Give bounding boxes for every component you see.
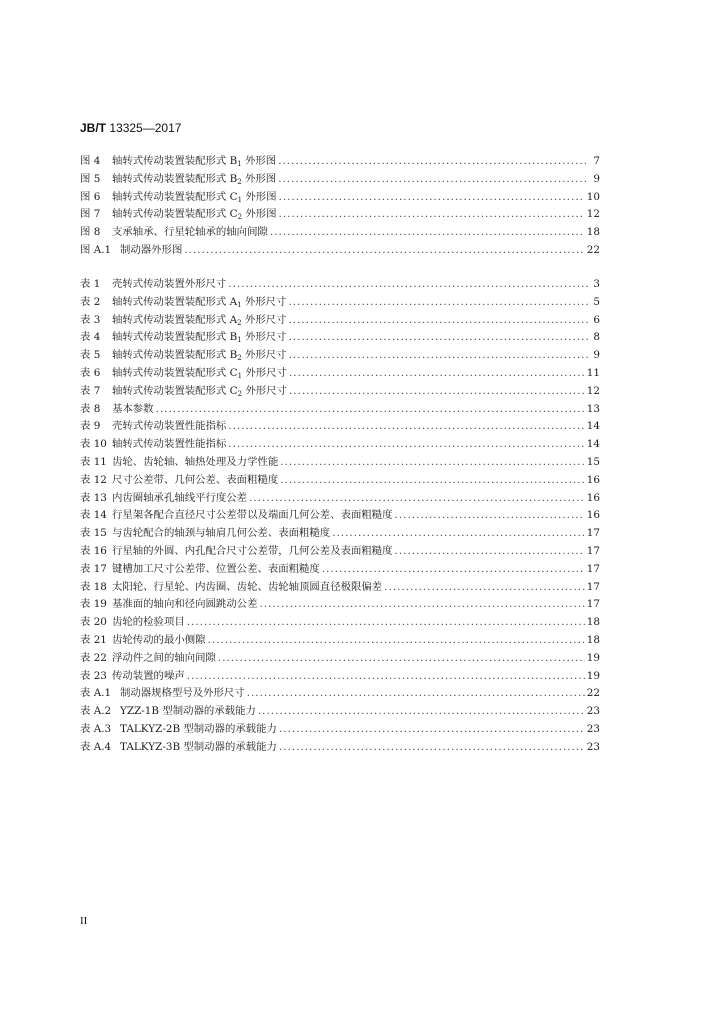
toc-dot-leader xyxy=(156,401,585,419)
figure-toc-entry[interactable] xyxy=(80,206,600,224)
toc-entry-title-text: 壳转式传动装置性能指标 xyxy=(112,420,227,433)
toc-entry-title-text: 轴转式传动装置装配形式 B xyxy=(112,331,238,344)
table-toc-entry[interactable] xyxy=(80,543,600,561)
table-toc-entry[interactable] xyxy=(80,685,600,703)
toc-entry-subscript: 2 xyxy=(237,318,242,327)
toc-entry-subscript: 2 xyxy=(237,354,242,363)
toc-entry-title-text: 支承轴承、行星轮轴承的轴向间隙 xyxy=(112,226,268,239)
toc-entry-subscript: 1 xyxy=(237,195,243,204)
table-toc-entry[interactable] xyxy=(80,454,600,472)
toc-entry-title xyxy=(112,668,185,686)
toc-entry-title xyxy=(112,490,247,508)
toc-entry-title-suffix: 外形尺寸 xyxy=(242,384,287,397)
toc-entry-page: 9 xyxy=(593,349,600,362)
toc-entry-label: 表 12 xyxy=(80,473,107,486)
table-toc-entry[interactable] xyxy=(80,418,600,436)
toc-entry-label: 表 23 xyxy=(80,669,107,682)
toc-entry-page: 17 xyxy=(586,527,600,540)
table-toc-entry[interactable] xyxy=(80,312,600,330)
table-toc-list xyxy=(80,276,600,757)
toc-entry-title xyxy=(112,171,276,189)
toc-dot-leader xyxy=(278,153,588,171)
toc-entry-page: 19 xyxy=(586,669,600,682)
toc-entry-title xyxy=(112,365,287,383)
toc-dot-leader xyxy=(258,703,585,721)
toc-entry-title-text: TALKYZ-3B 型制动器的承载能力 xyxy=(120,740,277,753)
toc-entry-label: 表 17 xyxy=(80,562,107,575)
toc-entry-title-text: 基本参数 xyxy=(112,402,154,415)
toc-dot-leader xyxy=(270,224,585,242)
toc-dot-leader xyxy=(289,383,585,401)
toc-entry-title-text: 键槽加工尺寸公差带、位置公差、表面粗糙度 xyxy=(112,562,320,575)
toc-entry-title xyxy=(112,454,278,472)
toc-entry-title-suffix: 外形图 xyxy=(242,208,277,221)
standard-number: 13325—2017 xyxy=(109,121,182,135)
toc-entry-label: 表 10 xyxy=(80,438,107,451)
toc-entry-title xyxy=(112,347,287,365)
toc-entry-page: 13 xyxy=(586,402,600,415)
toc-entry-title xyxy=(112,383,287,401)
toc-dot-leader xyxy=(187,668,585,686)
toc-entry-label: 表 3 xyxy=(80,313,101,326)
toc-entry-title-suffix: 外形图 xyxy=(241,155,277,167)
toc-dot-leader xyxy=(288,312,588,330)
toc-entry-title xyxy=(112,579,382,597)
toc-entry-title xyxy=(112,418,226,436)
toc-entry-label: 表 2 xyxy=(80,295,101,308)
toc-entry-subscript: 1 xyxy=(237,300,242,309)
table-toc-entry[interactable] xyxy=(80,490,600,508)
toc-entry-subscript: 2 xyxy=(237,213,243,222)
toc-entry-label: 表 8 xyxy=(80,402,101,415)
figure-toc-entry[interactable] xyxy=(80,224,600,242)
toc-dot-leader xyxy=(279,739,585,757)
figure-toc-entry[interactable] xyxy=(80,242,600,260)
toc-entry-page: 16 xyxy=(586,509,600,522)
toc-dot-leader xyxy=(280,454,585,472)
standard-code: JB/T xyxy=(80,121,107,135)
toc-entry-title-text: 浮动件之间的轴向间隙 xyxy=(112,651,216,664)
toc-entry-label: 表 14 xyxy=(80,509,107,522)
toc-dot-leader xyxy=(332,525,585,543)
toc-entry-title xyxy=(112,312,286,330)
toc-dot-leader xyxy=(289,329,588,347)
toc-entry-label: 表 6 xyxy=(80,366,101,379)
toc-entry-title-text: 齿轮的检验项目 xyxy=(112,616,185,629)
toc-entry-title-text: TALKYZ-2B 型制动器的承载能力 xyxy=(120,722,277,735)
table-toc-entry[interactable] xyxy=(80,276,600,294)
toc-entry-label: 表 9 xyxy=(80,420,101,433)
table-toc-entry[interactable] xyxy=(80,365,600,383)
toc-entry-page: 23 xyxy=(586,722,600,735)
toc-dot-leader xyxy=(279,206,585,224)
toc-entry-title xyxy=(120,739,277,757)
toc-entry-label: 表 18 xyxy=(80,580,107,593)
toc-entry-label: 表 A.3 xyxy=(80,722,112,735)
table-toc-entry[interactable] xyxy=(80,632,600,650)
toc-entry-label: 表 16 xyxy=(80,544,107,557)
toc-entry-subscript: 1 xyxy=(237,336,242,345)
toc-entry-title-text: 制动器外形图 xyxy=(120,243,183,256)
toc-entry-page: 19 xyxy=(586,651,600,664)
toc-entry-title-text: YZZ-1B 型制动器的承载能力 xyxy=(120,705,256,718)
figure-toc-entry[interactable] xyxy=(80,189,600,207)
toc-entry-page: 17 xyxy=(586,544,600,557)
toc-entry-title xyxy=(112,189,277,207)
toc-entry-page: 23 xyxy=(586,740,600,753)
toc-dot-leader xyxy=(228,418,584,436)
table-toc-entry[interactable] xyxy=(80,401,600,419)
toc-entry-page: 16 xyxy=(586,491,600,504)
toc-entry-title xyxy=(112,561,320,579)
toc-entry-title xyxy=(112,525,330,543)
toc-entry-page: 22 xyxy=(586,243,600,256)
toc-dot-leader xyxy=(259,596,584,614)
toc-entry-page: 3 xyxy=(593,278,600,290)
toc-entry-title-text: 轴转式传动装置装配形式 C xyxy=(112,366,238,379)
toc-entry-page: 14 xyxy=(586,438,600,451)
table-toc-entry[interactable] xyxy=(80,294,600,312)
toc-dot-leader xyxy=(279,721,585,739)
toc-entry-title xyxy=(112,276,226,294)
table-toc-entry[interactable] xyxy=(80,347,600,365)
toc-entry-title-text: 轴转式传动装置装配形式 B xyxy=(112,172,238,185)
toc-entry-label: 表 13 xyxy=(80,491,107,504)
toc-entry-page: 14 xyxy=(586,420,600,433)
toc-entry-title-suffix: 外形尺寸 xyxy=(241,295,287,308)
toc-dot-leader xyxy=(208,632,585,650)
toc-entry-page: 12 xyxy=(586,208,600,221)
toc-entry-page: 23 xyxy=(586,705,600,718)
toc-dot-leader xyxy=(384,579,585,597)
toc-dot-leader xyxy=(280,472,585,490)
toc-entry-page: 12 xyxy=(586,384,600,397)
toc-entry-page: 6 xyxy=(593,313,600,326)
table-toc-entry[interactable] xyxy=(80,329,600,347)
toc-entry-label: 表 20 xyxy=(80,616,107,629)
toc-dot-leader xyxy=(278,171,588,189)
toc-entry-label: 表 5 xyxy=(80,349,101,362)
toc-entry-title-text: 轴转式传动装置装配形式 A xyxy=(112,295,238,308)
table-toc-entry[interactable] xyxy=(80,596,600,614)
toc-entry-title-text: 轴转式传动装置装配形式 A xyxy=(112,313,238,326)
document-header xyxy=(80,121,181,135)
toc-entry-label: 表 15 xyxy=(80,527,107,540)
toc-entry-title-text: 制动器规格型号及外形尺寸 xyxy=(120,687,245,700)
toc-entry-title xyxy=(112,206,277,224)
toc-entry-title-text: 轴转式传动装置性能指标 xyxy=(112,438,227,451)
table-toc-entry[interactable] xyxy=(80,383,600,401)
toc-entry-subscript: 2 xyxy=(237,389,243,398)
toc-entry-label: 表 19 xyxy=(80,598,107,611)
table-toc-entry[interactable] xyxy=(80,472,600,490)
toc-dot-leader xyxy=(395,507,585,525)
toc-entry-title-text: 尺寸公差带、几何公差、表面粗糙度 xyxy=(112,473,279,486)
toc-entry-title xyxy=(112,614,185,632)
table-toc-entry[interactable] xyxy=(80,561,600,579)
table-toc-entry[interactable] xyxy=(80,650,600,668)
table-toc-entry[interactable] xyxy=(80,668,600,686)
toc-entry-title xyxy=(112,401,154,419)
toc-entry-subscript: 1 xyxy=(237,160,242,168)
toc-entry-page: 9 xyxy=(593,172,600,185)
toc-entry-title-text: 轴转式传动装置装配形式 B xyxy=(112,349,238,362)
toc-dot-leader xyxy=(289,347,588,365)
table-toc-entry[interactable] xyxy=(80,436,600,454)
toc-dot-leader xyxy=(289,365,585,383)
figure-toc-list xyxy=(80,153,600,260)
toc-entry-label: 表 A.2 xyxy=(80,705,112,718)
toc-entry-page: 22 xyxy=(586,687,600,700)
toc-entry-title-suffix: 外形尺寸 xyxy=(241,349,287,362)
toc-entry-label: 图 4 xyxy=(80,155,101,167)
toc-entry-title-text: 齿轮、齿轮轴、轴热处理及力学性能 xyxy=(112,455,279,468)
toc-dot-leader xyxy=(395,543,585,561)
toc-entry-title-text: 太阳轮、行星轮、内齿圈、齿轮、齿轮轴顶圆直径极限偏差 xyxy=(112,580,383,593)
toc-entry-label: 图 5 xyxy=(80,172,101,185)
toc-entry-title xyxy=(120,685,245,703)
toc-dot-leader xyxy=(279,189,585,207)
toc-entry-label: 表 21 xyxy=(80,633,107,646)
toc-entry-title-suffix: 外形图 xyxy=(241,172,277,185)
toc-entry-page: 7 xyxy=(593,155,600,167)
toc-entry-label: 图 7 xyxy=(80,208,101,221)
table-toc-entry[interactable] xyxy=(80,525,600,543)
toc-entry-label: 表 7 xyxy=(80,384,101,397)
toc-entry-page: 17 xyxy=(586,580,600,593)
toc-entry-title-text: 传动装置的噪声 xyxy=(112,669,185,682)
toc-entry-title xyxy=(112,472,278,490)
toc-dot-leader xyxy=(218,650,585,668)
table-toc-entry[interactable] xyxy=(80,579,600,597)
toc-entry-title-text: 行星架各配合直径尺寸公差带以及端面几何公差、表面粗糙度 xyxy=(112,509,393,522)
toc-entry-title-suffix: 外形图 xyxy=(242,190,277,203)
toc-entry-label: 表 11 xyxy=(80,455,107,468)
toc-entry-page: 18 xyxy=(586,633,600,646)
page-number: II xyxy=(80,915,88,927)
toc-entry-title xyxy=(112,224,268,242)
toc-entry-subscript: 2 xyxy=(237,177,242,186)
toc-entry-label: 图 6 xyxy=(80,190,101,203)
table-toc-entry[interactable] xyxy=(80,739,600,757)
toc-entry-page: 11 xyxy=(586,366,600,379)
toc-entry-page: 15 xyxy=(586,455,600,468)
toc-entry-title xyxy=(112,153,276,171)
toc-dot-leader xyxy=(249,490,585,508)
table-toc-entry[interactable] xyxy=(80,507,600,525)
toc-dot-leader xyxy=(322,561,585,579)
toc-dot-leader xyxy=(187,614,585,632)
table-toc-entry[interactable] xyxy=(80,614,600,632)
toc-entry-title-text: 与齿轮配合的轴颈与轴肩几何公差、表面粗糙度 xyxy=(112,527,331,540)
toc-entry-subscript: 1 xyxy=(237,371,243,380)
toc-entry-page: 17 xyxy=(586,562,600,575)
toc-entry-title xyxy=(112,507,393,525)
toc-entry-title-text: 轴转式传动装置装配形式 C xyxy=(112,190,238,203)
toc-entry-title-suffix: 外形尺寸 xyxy=(242,366,287,379)
toc-entry-title-text: 齿轮传动的最小侧隙 xyxy=(112,633,206,646)
toc-entry-title-suffix: 外形尺寸 xyxy=(241,313,287,326)
toc-dot-leader xyxy=(288,294,588,312)
toc-entry-title-text: 壳转式传动装置外形尺寸 xyxy=(112,278,227,290)
toc-entry-title xyxy=(120,721,277,739)
toc-entry-page: 16 xyxy=(586,473,600,486)
toc-entry-label: 图 8 xyxy=(80,226,101,239)
figure-toc-entry[interactable] xyxy=(80,171,600,189)
table-toc-entry[interactable] xyxy=(80,721,600,739)
toc-entry-label: 图 A.1 xyxy=(80,243,112,256)
toc-entry-page: 18 xyxy=(586,616,600,629)
toc-entry-title xyxy=(120,703,256,721)
toc-entry-title xyxy=(112,632,206,650)
toc-entry-title-suffix: 外形尺寸 xyxy=(241,331,287,344)
toc-dot-leader xyxy=(247,685,585,703)
toc-entry-page: 10 xyxy=(586,190,600,203)
toc-dot-leader xyxy=(228,436,584,454)
toc-entry-title xyxy=(112,650,216,668)
toc-entry-title-text: 基准面的轴向和径向圆跳动公差 xyxy=(112,598,258,611)
toc-entry-title xyxy=(112,329,287,347)
toc-entry-label: 表 4 xyxy=(80,331,101,344)
figure-toc-entry[interactable] xyxy=(80,153,600,171)
table-toc-entry[interactable] xyxy=(80,703,600,721)
toc-entry-title-text: 轴转式传动装置装配形式 C xyxy=(112,208,238,221)
toc-entry-title-text: 内齿圈轴承孔轴线平行度公差 xyxy=(112,491,248,504)
toc-entry-title-text: 轴转式传动装置装配形式 C xyxy=(112,384,238,397)
toc-entry-label: 表 22 xyxy=(80,651,107,664)
toc-entry-page: 18 xyxy=(586,226,600,239)
toc-dot-leader xyxy=(184,242,584,260)
toc-entry-title xyxy=(112,436,226,454)
toc-entry-page: 8 xyxy=(593,331,600,344)
toc-entry-label: 表 A.4 xyxy=(80,740,112,753)
toc-entry-title xyxy=(112,543,393,561)
toc-entry-label: 表 1 xyxy=(80,278,101,290)
toc-entry-title xyxy=(120,242,182,260)
toc-entry-title xyxy=(112,596,257,614)
toc-dot-leader xyxy=(228,276,588,294)
toc-entry-page: 5 xyxy=(593,295,600,308)
toc-entry-title-text: 行星轴的外圆、内孔配合尺寸公差带，几何公差及表面粗糙度 xyxy=(112,544,393,557)
toc-entry-page: 17 xyxy=(586,598,600,611)
toc-entry-title-text: 轴转式传动装置装配形式 B xyxy=(112,155,238,167)
toc-entry-label: 表 A.1 xyxy=(80,687,112,700)
toc-entry-title xyxy=(112,294,286,312)
